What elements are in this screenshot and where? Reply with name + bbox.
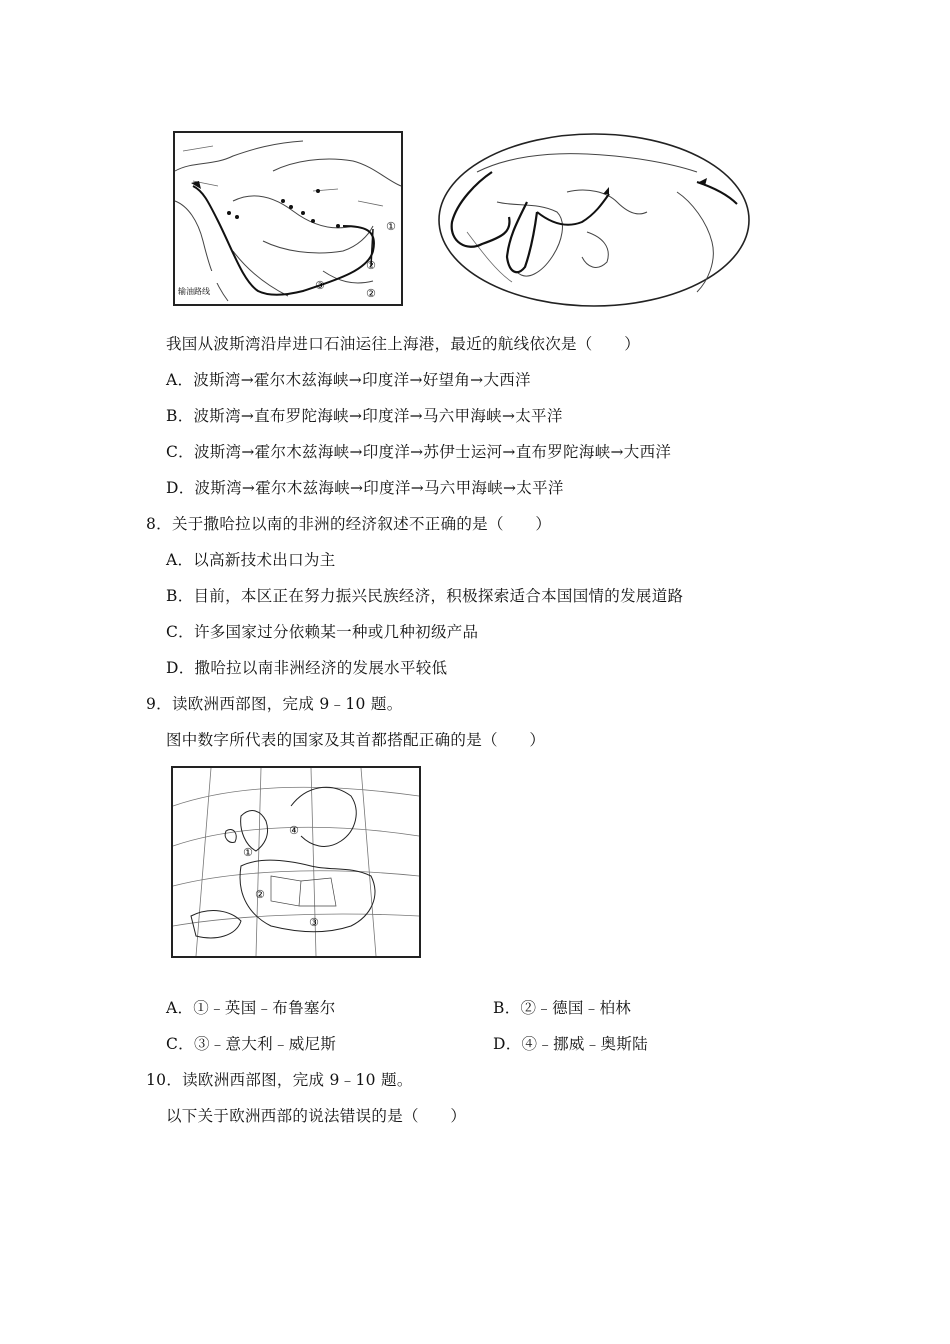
map-legend-label: 输油路线 xyxy=(178,287,210,296)
q9-stem: 9．读欧洲西部图，完成 9﹣10 题。 xyxy=(146,695,403,713)
q7-option-b: B．波斯湾→直布罗陀海峡→印度洋→马六甲海峡→太平洋 xyxy=(166,407,563,425)
q9-sub-stem: 图中数字所代表的国家及其首都搭配正确的是（ ） xyxy=(166,731,546,749)
q8-option-b: B．目前，本区正在努力振兴民族经济，积极探索适合本国国情的发展道路 xyxy=(166,587,684,605)
q8-stem: 8．关于撒哈拉以南的非洲的经济叙述不正确的是（ ） xyxy=(146,515,552,533)
q9-option-d: D．④﹣挪威﹣奥斯陆 xyxy=(493,1035,648,1053)
map-label-3: ③ xyxy=(315,279,325,292)
q8-option-c: C．许多国家过分依赖某一种或几种初级产品 xyxy=(166,623,479,641)
q9-option-b: B．②﹣德国﹣柏林 xyxy=(493,999,632,1017)
map-label-2b: ② xyxy=(366,287,376,300)
q10-sub-stem: 以下关于欧洲西部的说法错误的是（ ） xyxy=(166,1107,467,1125)
persian-gulf-map xyxy=(173,131,403,306)
western-europe-map xyxy=(171,766,421,958)
q10-stem: 10．读欧洲西部图，完成 9﹣10 题。 xyxy=(146,1071,413,1089)
map-label-2: ② xyxy=(366,259,376,272)
europe-label-3: ③ xyxy=(309,916,319,929)
map-label-1: ① xyxy=(386,220,396,233)
q8-option-d: D．撒哈拉以南非洲经济的发展水平较低 xyxy=(166,659,448,677)
q9-option-c: C．③﹣意大利﹣威尼斯 xyxy=(166,1035,337,1053)
q7-option-a: A．波斯湾→霍尔木兹海峡→印度洋→好望角→大西洋 xyxy=(166,371,531,389)
q7-option-d: D．波斯湾→霍尔木兹海峡→印度洋→马六甲海峡→太平洋 xyxy=(166,479,564,497)
q9-option-a: A．①﹣英国﹣布鲁塞尔 xyxy=(166,999,336,1017)
q7-option-c: C．波斯湾→霍尔木兹海峡→印度洋→苏伊士运河→直布罗陀海峡→大西洋 xyxy=(166,443,672,461)
europe-label-4: ④ xyxy=(289,824,299,837)
europe-label-1: ① xyxy=(243,846,253,859)
q7-stem: 我国从波斯湾沿岸进口石油运往上海港，最近的航线依次是（ ） xyxy=(166,335,641,353)
europe-label-2: ② xyxy=(255,888,265,901)
world-route-map xyxy=(437,132,751,308)
q8-option-a: A．以高新技术出口为主 xyxy=(166,551,336,569)
